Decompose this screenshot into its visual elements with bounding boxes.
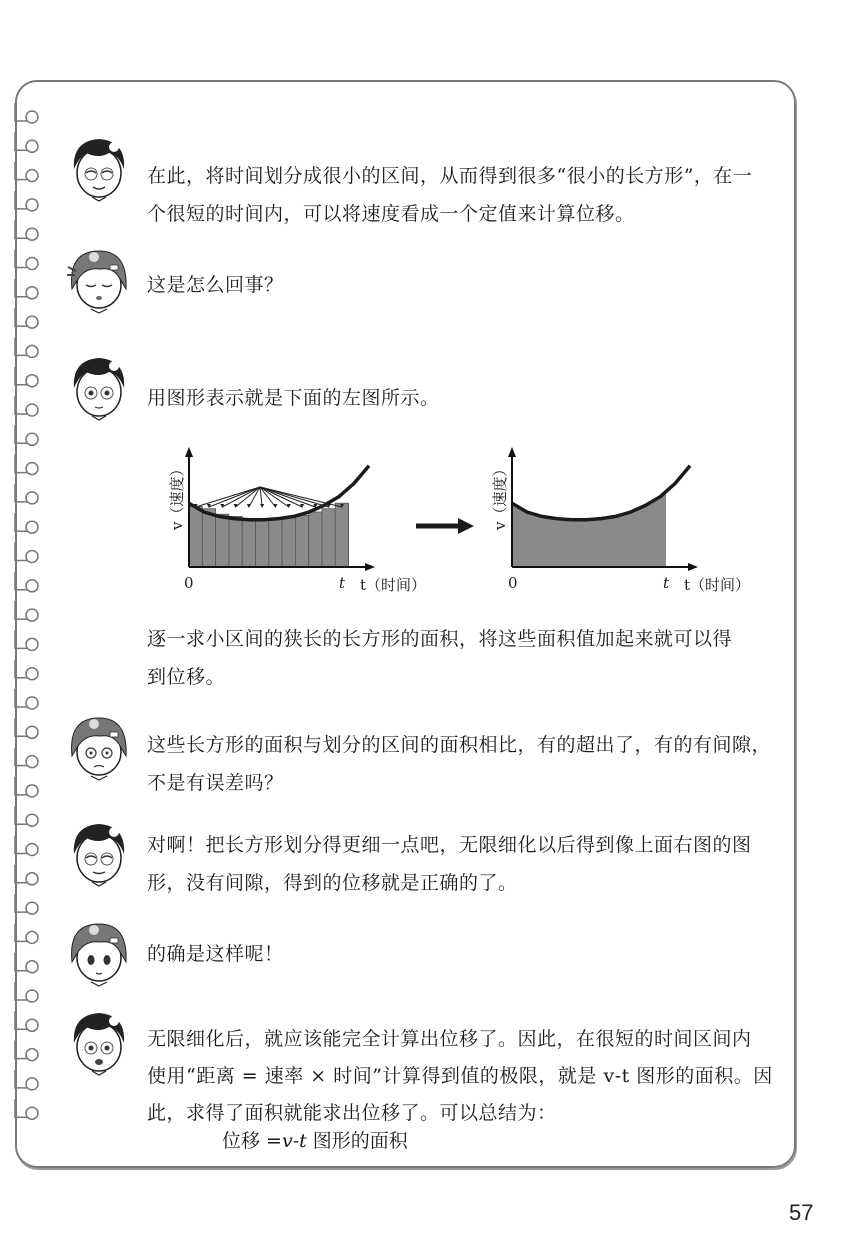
- teacher-face-icon: [64, 352, 134, 424]
- right-xlabel: t（时间）: [684, 576, 751, 594]
- riemann-bar: [216, 514, 229, 567]
- right-t-mark: t: [663, 574, 670, 592]
- fan-arrowhead: [247, 504, 251, 508]
- left-x-axis-arrow: [365, 563, 375, 571]
- left-ylabel-wrap: [166, 452, 188, 532]
- dialogue-student-2: [147, 726, 777, 802]
- right-origin-label: 0: [508, 574, 518, 592]
- riemann-bar: [322, 509, 335, 567]
- teacher-face-icon: [64, 818, 134, 890]
- riemann-bar: [229, 516, 242, 567]
- area-under-curve: [512, 492, 666, 567]
- formula-var: v-t: [281, 1130, 307, 1152]
- dialogue-teacher-3: [147, 826, 777, 902]
- left-t-mark: t: [339, 574, 346, 592]
- dialogue-student-3: [147, 935, 777, 973]
- right-chart-area-under-curve: [508, 447, 698, 571]
- dialogue-line: 这些长方形的面积与划分的区间的面积相比，有的超出了，有的有间隙，: [147, 734, 772, 756]
- left-ylabel: v（速度）: [168, 461, 186, 530]
- teacher-face-icon: [64, 133, 134, 205]
- narration-line: 到位移。: [147, 666, 226, 688]
- summary-formula: [222, 1123, 408, 1159]
- riemann-bar: [202, 509, 215, 567]
- student-face-icon: [64, 245, 134, 317]
- riemann-bar: [335, 503, 348, 567]
- arrow-head: [458, 518, 474, 534]
- dialogue-line: 不是有误差吗？: [147, 772, 284, 794]
- dialogue-line: 的确是这样呢！: [147, 943, 284, 965]
- dialogue-line: 形，没有间隙，得到的位移就是正确的了。: [147, 872, 518, 894]
- left-xlabel: t（时间）: [360, 576, 427, 594]
- dialogue-teacher-1: [147, 157, 777, 233]
- dialogue-line: 对啊！把长方形划分得更细一点吧，无限细化以后得到像上面右图的图: [147, 834, 752, 856]
- dialogue-line: 个很短的时间内，可以将速度看成一个定值来计算位移。: [147, 203, 635, 225]
- left-chart-riemann-rectangles: [185, 447, 375, 571]
- dialogue-line: 使用“距离 = 速率 × 时间”计算得到值的极限，就是 v-t 图形的面积。因: [147, 1065, 773, 1087]
- right-arrow-icon: [416, 518, 474, 534]
- dialogue-student-1: [147, 266, 777, 304]
- riemann-bar: [309, 512, 322, 567]
- riemann-bar: [282, 518, 295, 568]
- right-ylabel-wrap: [489, 452, 511, 532]
- riemann-bar: [256, 519, 269, 567]
- dialogue-line: 无限细化后，就应该能完全计算出位移了。因此，在很短的时间区间内: [147, 1028, 752, 1050]
- dialogue-line: 在此，将时间划分成很小的区间，从而得到很多“很小的长方形”，在一: [147, 165, 753, 187]
- riemann-bar: [189, 507, 202, 568]
- riemann-bar: [269, 519, 282, 567]
- fan-arrowhead: [260, 504, 264, 508]
- left-origin-label: 0: [184, 574, 194, 592]
- riemann-bar: [295, 515, 308, 567]
- formula-left: 位移 =: [222, 1130, 282, 1152]
- riemann-bar: [242, 519, 255, 567]
- right-ylabel: v（速度）: [491, 461, 509, 530]
- student-face-icon: [64, 918, 134, 990]
- narration: [147, 620, 777, 696]
- student-face-icon: [64, 712, 134, 784]
- dialogue-line: 此，求得了面积就能求出位移了。可以总结为：: [147, 1102, 557, 1124]
- page-number: 57: [789, 1200, 814, 1225]
- right-x-axis-arrow: [688, 563, 698, 571]
- dialogue-line: 用图形表示就是下面的左图所示。: [147, 387, 440, 409]
- dialogue-teacher-4: [147, 1021, 777, 1132]
- teacher-face-icon: [64, 1007, 134, 1079]
- formula-right: 图形的面积: [306, 1130, 408, 1152]
- dialogue-line: 这是怎么回事？: [147, 274, 284, 296]
- narration-line: 逐一求小区间的狭长的长方形的面积，将这些面积值加起来就可以得: [147, 628, 733, 650]
- dialogue-teacher-2: [147, 379, 777, 417]
